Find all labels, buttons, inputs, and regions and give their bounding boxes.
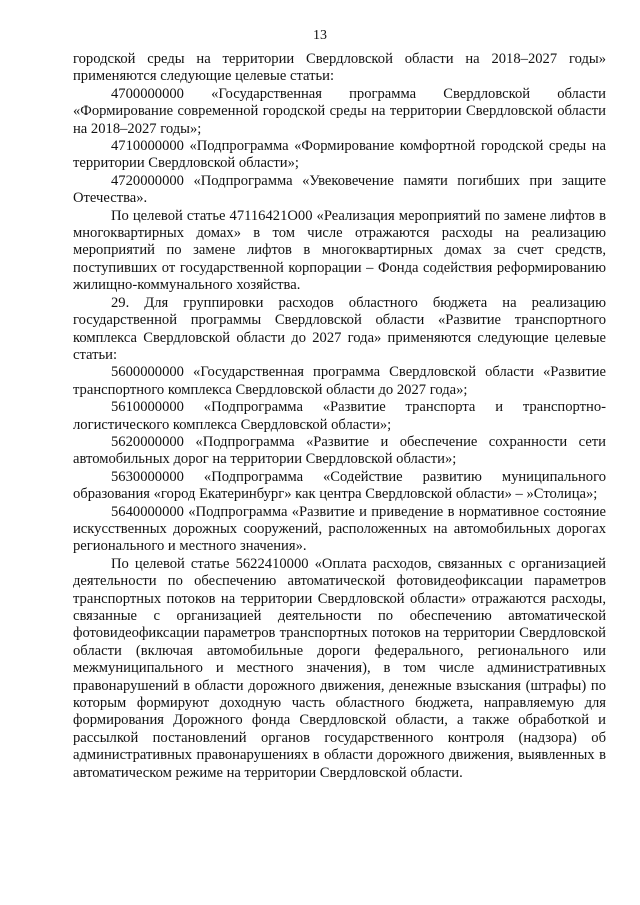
paragraph-5640000000: 5640000000 «Подпрограмма «Развитие и приведение в нормативное состояние искусственных дорожных сооружений, расположенных на автомобильных дорогах регионального и местного значения». — [73, 503, 606, 555]
paragraph-5630000000: 5630000000 «Подпрограмма «Содействие развитию муниципального образования «город Екатеринбург» как центра Свердловской области» – »Столица»; — [73, 468, 606, 503]
paragraph-4710000000: 4710000000 «Подпрограмма «Формирование комфортной городской среды на территории Свердловской области»; — [73, 138, 606, 172]
paragraph-section-29: 29. Для группировки расходов областного бюджета на реализацию государственной программы Свердловской области «Развитие транспортного комплекса Свердловской области до 2027 года» применяются следующие целевые статьи: — [73, 294, 606, 363]
paragraph-5600000000: 5600000000 «Государственная программа Свердловской области «Развитие транспортного комплекса Свердловской области до 2027 года»; — [73, 364, 606, 398]
paragraph-continuation: городской среды на территории Свердловской области на 2018–2027 годы» применяются следующие целевые статьи: — [73, 51, 606, 85]
paragraph-4720000000: 4720000000 «Подпрограмма «Увековечение памяти погибших при защите Отечества». — [73, 172, 606, 207]
paragraph-5622410000: По целевой статье 5622410000 «Оплата расходов, связанных с организацией деятельности по обеспечению автоматической фотовидеофиксации параметров транспортных потоков на территории Свердловской области» отражаются расходы, связанные с организацией деятельности по обеспечению автоматической фотовидеофиксации параметров транспортных потоков на территории Свердловской области (включая автомобильные дороги федерального, регионального или межмуниципального и местного значения), в том числе административных правонарушений в области дорожного движения, денежные взыскания (штрафы) по которым формируют доходную часть областного бюджета, направляемую для формирования Дорожного фонда Свердловской области, а также обработкой и рассылкой постановлений органов государственного контроля (надзора) об административных правонарушениях в области дорожного движения, выявленных в автоматическом режиме на территории Свердловской области. — [73, 555, 606, 781]
paragraph-lift-replacement: По целевой статье 47116421О00 «Реализация мероприятий по замене лифтов в многоквартирных домах» в том числе отражаются расходы на реализацию мероприятий по замене лифтов в многоквартирных домах за счет средств, поступивших от государственной корпорации – Фонда содействия реформированию жилищно-коммунального хозяйства. — [73, 207, 606, 294]
paragraph-4700000000: 4700000000 «Государственная программа Свердловской области «Формирование современной городской среды на территории Свердловской области на 2018–2027 годы»; — [73, 85, 606, 137]
page-number: 13 — [313, 28, 327, 43]
paragraph-5620000000: 5620000000 «Подпрограмма «Развитие и обеспечение сохранности сети автомобильных дорог на территории Свердловской области»; — [73, 433, 606, 468]
document-body — [73, 51, 606, 782]
paragraph-5610000000: 5610000000 «Подпрограмма «Развитие транспорта и транспортно-логистического комплекса Свердловской области»; — [73, 399, 606, 433]
